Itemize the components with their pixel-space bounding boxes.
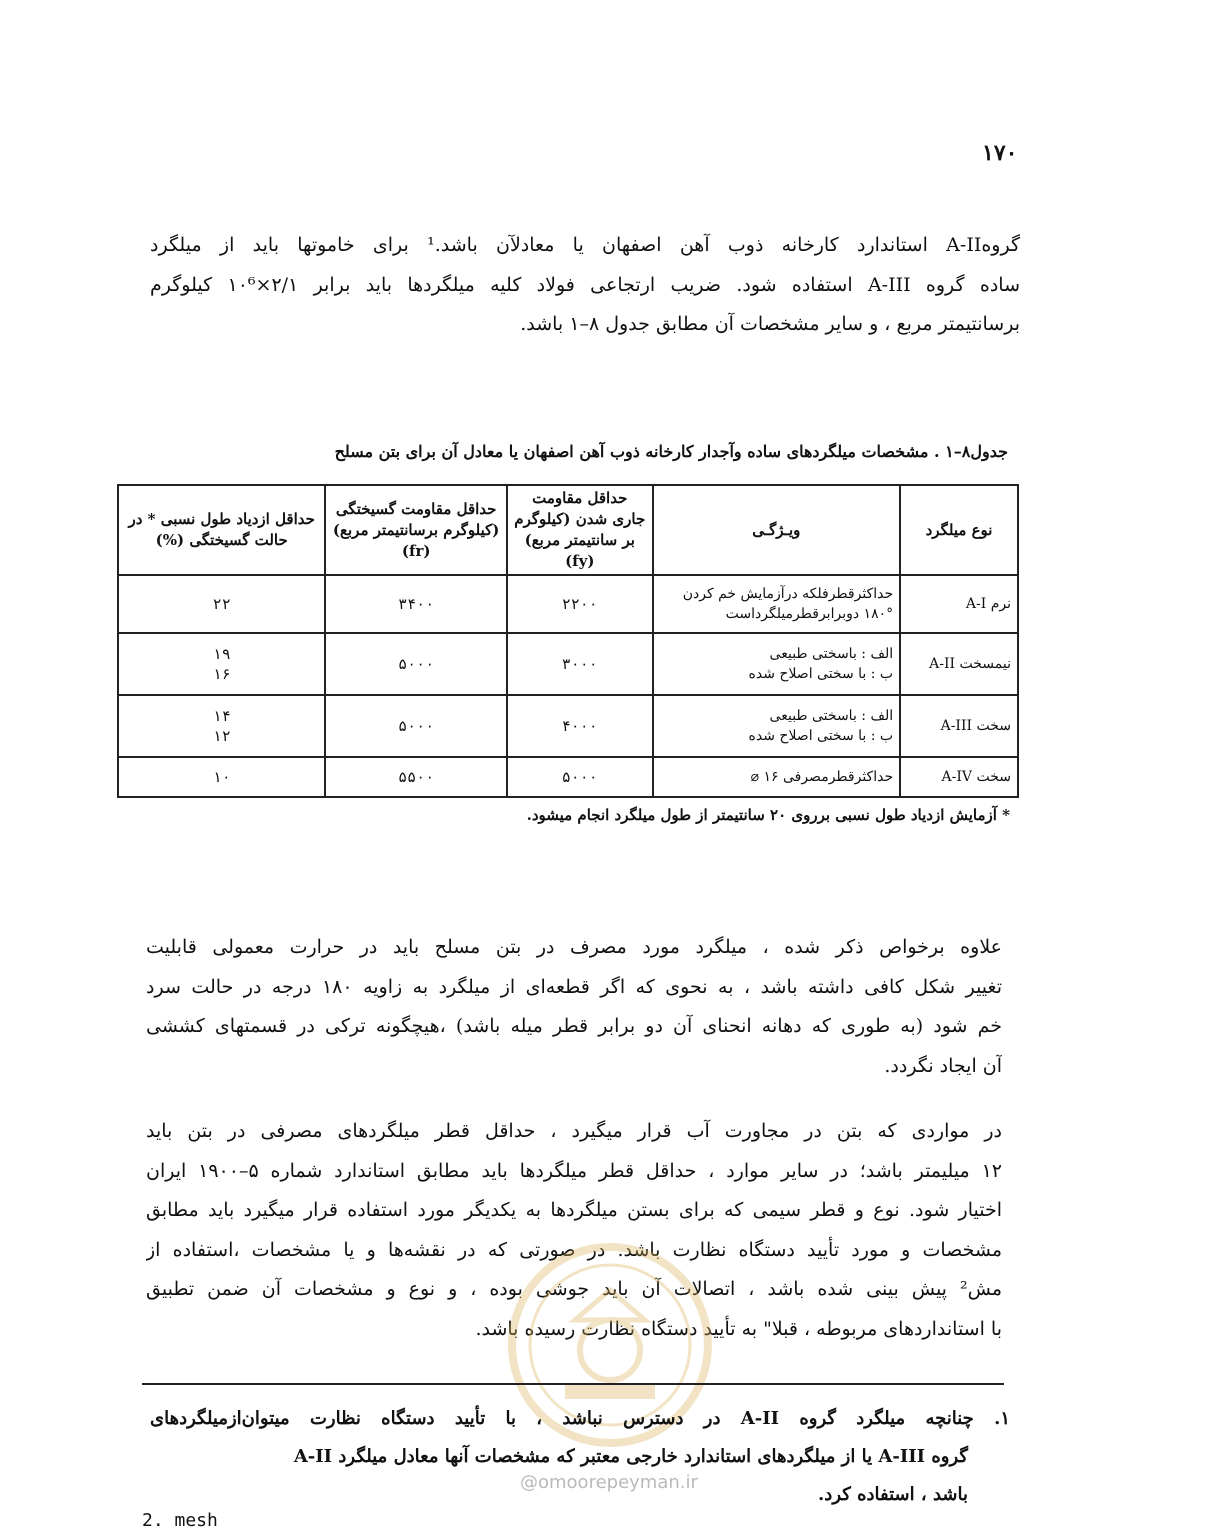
cell-fy: ۳۰۰۰ (507, 633, 653, 695)
footnote-1-line-1: ۱. چنانچه میلگرد گروه A-II در دسترس نباشد ، با تأیید دستگاه نظارت میتوان‌ازمیلگردهای (150, 1408, 1010, 1429)
table-row (118, 695, 1018, 757)
para3-line-1: در مواردی که بتن در مجاورت آب قرار میگیرد ، حداقل قطر میلگردهای مصرفی در بتن باید (146, 1120, 1002, 1142)
cell-elongation-line-1: ۱۹ (212, 645, 231, 663)
header-elongation: حداقل ازدیاد طول نسبی * در حالت گسیختگی (%) (118, 485, 325, 575)
header-fy: حداقل مقاومت جاری شدن (کیلوگرم بر سانتیمتر مربع)(fy) (507, 485, 653, 575)
cell-property-line-2: ب : با سختی اصلاح شده (748, 666, 894, 682)
para3-line-6: با استانداردهای مربوطه ، قبلا" به تأیید دستگاه نظارت رسیده باشد. (475, 1317, 1002, 1340)
body-paragraph-2 (146, 928, 1002, 1086)
para3-line-5: مش² پیش بینی شده باشد ، اتصالات آن باید جوشی بوده ، و نوع و مشخصات آن ضمن تطبیق (146, 1278, 1002, 1300)
cell-fr: ۵۵۰۰ (325, 757, 507, 797)
footnote-2: 2. mesh (142, 1510, 218, 1531)
cell-fy: ۴۰۰۰ (507, 695, 653, 757)
intro-line-2: ساده گروه A-III استفاده شود. ضریب ارتجاعی فولاد کلیه میلگردها باید برابر ۲/۱×۱۰⁶ کیلوگرم (150, 273, 1020, 296)
para2-line-1: علاوه برخواص ذکر شده ، میلگرد مورد مصرف در بتن مسلح باید در حرارت معمولی قابلیت (146, 936, 1002, 958)
cell-fy: ۵۰۰۰ (507, 757, 653, 797)
cell-elongation-line-2: ۱۲ (212, 727, 231, 745)
table-header-row (118, 485, 1018, 575)
cell-type: نرم A-I (900, 575, 1018, 633)
cell-property-line-1: حداکثرقطرفلکه درآزمایش خم کردن (682, 586, 894, 602)
table-row (118, 575, 1018, 633)
cell-property-line-1: حداکثرقطرمصرفی ۱۶ ⌀ (750, 769, 894, 785)
cell-property (653, 695, 901, 757)
cell-elongation-line-1: ۱۴ (212, 707, 231, 725)
para3-line-4: مشخصات و مورد تأیید دستگاه نظارت باشد. در صورتی که در نقشه‌ها و یا مشخصات ،استفاده از (146, 1238, 1002, 1261)
footnote-separator (142, 1383, 1004, 1385)
cell-elongation (118, 757, 325, 797)
cell-type: سخت A-III (900, 695, 1018, 757)
table-caption: جدول۸–۱ . مشخصات میلگردهای ساده وآجدار کارخانه ذوب آهن اصفهان یا معادل آن برای بتن مسلح (334, 442, 1008, 461)
table-note: * آزمایش ازدیاد طول نسبی برروی ۲۰ سانتیمتر از طول میلگرد انجام میشود. (526, 806, 1010, 824)
header-fr: حداقل مقاومت گسیختگی (کیلوگرم برسانتیمتر مربع)(fr) (325, 485, 507, 575)
cell-property (653, 757, 901, 797)
cell-type: سخت A-IV (900, 757, 1018, 797)
page-number: ۱۷۰ (982, 140, 1018, 166)
cell-elongation-line-1: ۱۰ (212, 768, 231, 786)
para2-line-4: آن ایجاد نگردد. (884, 1054, 1002, 1077)
para2-line-2: تغییر شکل کافی داشته باشد ، به نحوی که اگر قطعه‌ای از میلگرد به زاویه ۱۸۰ درجه در حالت سرد (146, 975, 1002, 998)
cell-elongation-line-2: ۱۶ (212, 665, 231, 683)
cell-elongation-line-1: ۲۲ (212, 595, 231, 613)
intro-line-3: برسانتیمتر مربع ، و سایر مشخصات آن مطابق جدول ۸–۱ باشد. (520, 313, 1020, 335)
intro-line-1: گروهA-II استاندارد کارخانه ذوب آهن اصفهان یا معادلآن باشد.¹ برای خاموتها باید از میلگرد (150, 234, 1020, 256)
para3-line-2: ۱۲ میلیمتر باشد؛ در سایر موارد ، حداقل قطر میلگردها باید مطابق استاندارد شماره ۵–۱۹۰۰ ایران (146, 1159, 1002, 1182)
para3-line-3: اختیار شود. نوع و قطر سیمی که برای بستن میلگردها به یکدیگر مورد استفاده قرار میگیرد باید مطابق (146, 1199, 1002, 1221)
footnote-1-line-3: باشد ، استفاده کرد. (818, 1484, 968, 1505)
cell-fr: ۵۰۰۰ (325, 633, 507, 695)
footnote-1-line-2: گروه A-III یا از میلگردهای استاندارد خارجی معتبر که مشخصات آنها معادل میلگرد A-II (293, 1446, 968, 1467)
cell-fr: ۵۰۰۰ (325, 695, 507, 757)
cell-property-line-2: ۱۸۰° دوبرابرقطرمیلگرداست (725, 606, 894, 622)
rebar-specs-table (117, 484, 1019, 798)
cell-property-line-1: الف : باسختی طبیعی (769, 708, 894, 724)
table-row (118, 633, 1018, 695)
table-row (118, 757, 1018, 797)
watermark-text: @omoorepeyman.ir (520, 1472, 698, 1493)
cell-elongation (118, 695, 325, 757)
cell-elongation (118, 575, 325, 633)
intro-paragraph (150, 226, 1020, 345)
cell-property-line-1: الف : باسختی طبیعی (769, 646, 894, 662)
header-type: نوع میلگرد (900, 485, 1018, 575)
cell-type: نیمسخت A-II (900, 633, 1018, 695)
cell-elongation (118, 633, 325, 695)
cell-property (653, 575, 901, 633)
cell-property-line-2: ب : با سختی اصلاح شده (748, 728, 894, 744)
para2-line-3: خم شود (به طوری که دهانه انحنای آن دو برابر قطر میله باشد) ،هیچگونه ترکی در قسمتهای کششی (146, 1015, 1002, 1037)
body-paragraph-3 (146, 1112, 1002, 1349)
cell-fy: ۲۲۰۰ (507, 575, 653, 633)
footnote-1 (150, 1400, 1010, 1514)
header-property: ویـژگـی (653, 485, 901, 575)
cell-fr: ۳۴۰۰ (325, 575, 507, 633)
cell-property (653, 633, 901, 695)
